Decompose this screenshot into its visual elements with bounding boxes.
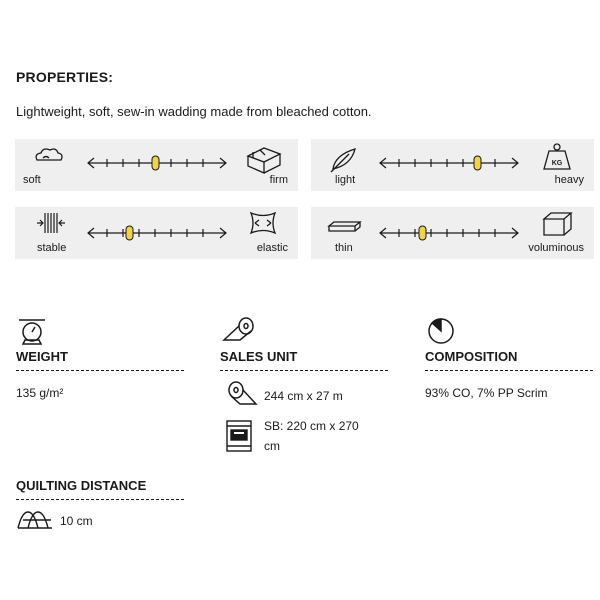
sb-size-line2: cm <box>264 439 280 453</box>
properties-title: PROPERTIES: <box>16 69 114 85</box>
scale-right-label: elastic <box>256 242 288 254</box>
thick-block-icon <box>544 213 571 235</box>
scale-soft-firm <box>15 139 298 191</box>
scale-marker <box>152 156 159 170</box>
scale-right-label: voluminous <box>528 242 584 254</box>
scale-marker <box>474 156 481 170</box>
scale-left-label: soft <box>23 174 41 186</box>
quilting-divider <box>16 499 184 500</box>
scale-right-label: firm <box>269 174 288 186</box>
weight-divider <box>16 370 184 371</box>
weight-kg-icon <box>544 144 570 169</box>
scale-track <box>380 228 518 238</box>
weight-value: 135 g/m² <box>16 386 64 400</box>
fabric-roll-icon <box>222 380 258 408</box>
quilting-value: 10 cm <box>60 514 93 528</box>
stable-fabric-icon <box>37 213 65 233</box>
feather-icon <box>331 149 355 172</box>
scale-thin-voluminous <box>311 207 594 259</box>
kitchen-scale-icon <box>16 316 50 346</box>
thin-block-icon <box>329 222 360 231</box>
sales-unit-title: SALES UNIT <box>220 349 298 364</box>
weight-title: WEIGHT <box>16 349 68 364</box>
composition-divider <box>425 370 593 371</box>
svg-text:KG: KG <box>551 160 563 167</box>
elastic-fabric-icon <box>251 213 275 233</box>
sb-size-line1: SB: 220 cm x 270 <box>264 419 359 433</box>
scale-right-label: heavy <box>554 174 584 186</box>
pie-chart-icon <box>426 316 456 346</box>
fabric-roll-icon <box>222 316 258 344</box>
quilted-layers-icon <box>16 508 56 532</box>
scale-left-label: stable <box>37 242 67 254</box>
scale-track <box>88 228 226 238</box>
scale-marker <box>419 226 426 240</box>
composition-title: COMPOSITION <box>425 349 518 364</box>
scale-track <box>380 158 518 168</box>
package-bag-icon <box>224 418 254 454</box>
quilting-title: QUILTING DISTANCE <box>16 478 147 493</box>
cloud-icon <box>36 149 62 160</box>
scale-stable-elastic <box>15 207 298 259</box>
scale-light-heavy <box>311 139 594 191</box>
scale-left-label: thin <box>335 242 353 254</box>
scale-graphic <box>15 139 298 191</box>
roll-size: 244 cm x 27 m <box>264 389 343 403</box>
brick-icon <box>248 148 280 173</box>
properties-description: Lightweight, soft, sew-in wadding made from bleached cotton. <box>16 104 372 119</box>
sales-unit-divider <box>220 370 388 371</box>
scale-left-label: light <box>335 174 356 186</box>
scale-marker <box>126 226 133 240</box>
composition-value: 93% CO, 7% PP Scrim <box>425 386 548 400</box>
